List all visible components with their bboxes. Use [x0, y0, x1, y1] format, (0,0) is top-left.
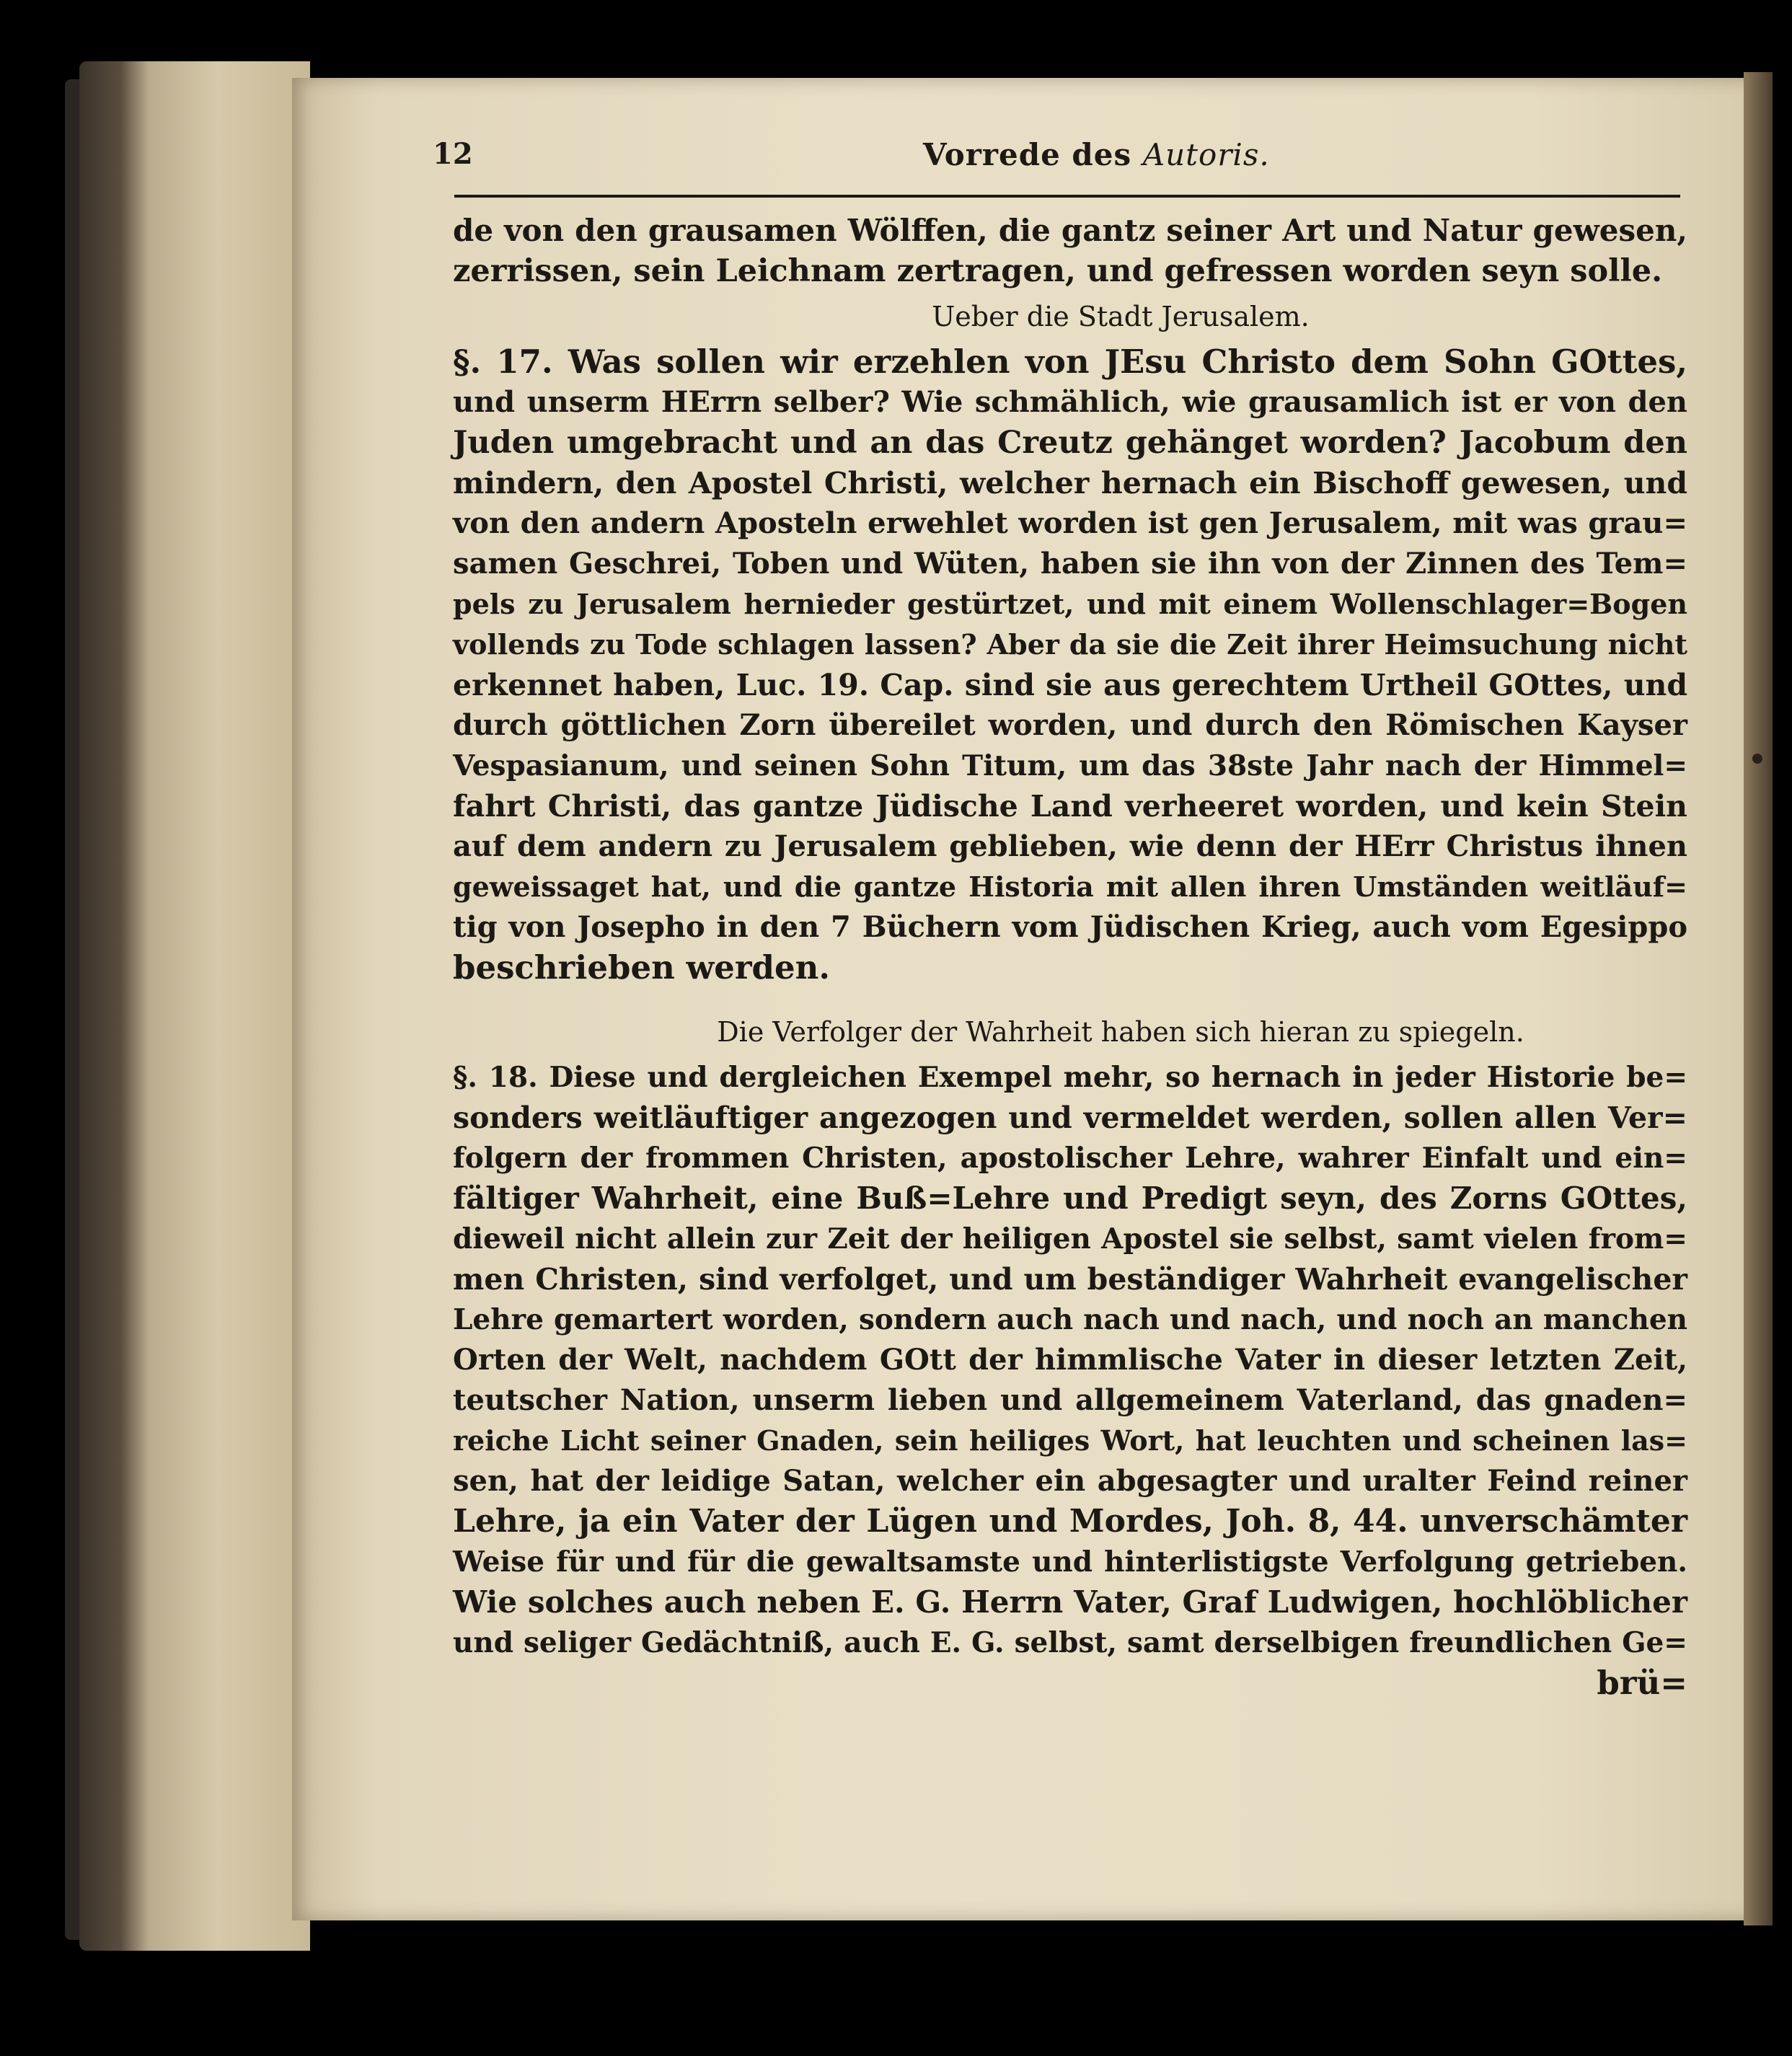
- paragraph-17-line: tig von Josepho in den 7 Büchern vom Jüdischen Krieg, auch vom Egesippo: [453, 910, 1687, 944]
- paragraph-17-line: geweissaget hat, und die gantze Historia mit allen ihren Umständen weitläuf=: [453, 870, 1687, 903]
- paragraph-17-line: §. 17. Was sollen wir erzehlen von JEsu Christo dem Sohn GOttes,: [453, 343, 1687, 381]
- page-number: 12: [433, 137, 473, 171]
- paragraph-17-line: samen Geschrei, Toben und Wüten, haben sie ihn von der Zinnen des Tem=: [453, 547, 1687, 581]
- header-rule: [454, 195, 1680, 198]
- paragraph-18-line: Weise für und für die gewaltsamste und hinterlistigste Verfolgung getrieben.: [453, 1545, 1687, 1579]
- body-text: [453, 211, 1687, 1703]
- paragraph-17-line: von den andern Aposteln erwehlet worden ist gen Jerusalem, mit was grau=: [453, 506, 1687, 540]
- section-heading: Ueber die Stadt Jerusalem.: [932, 301, 1310, 332]
- page-stack-edge: [79, 61, 310, 1951]
- paragraph-17-line: Juden umgebracht und an das Creutz gehänget worden? Jacobum den: [453, 425, 1687, 461]
- facing-page-edge: [1744, 72, 1773, 1925]
- paragraph-18-line: folgern der frommen Christen, apostolischer Lehre, wahrer Einfalt und ein=: [453, 1142, 1687, 1175]
- paragraph-17-line: auf dem andern zu Jerusalem geblieben, wie denn der HErr Christus ihnen: [453, 829, 1687, 863]
- running-head: [923, 137, 1270, 172]
- paragraph-18-line: und seliger Gedächtniß, auch E. G. selbst, samt derselbigen freundlichen Ge=: [453, 1626, 1687, 1659]
- paragraph-18-line: Lehre, ja ein Vater der Lügen und Mordes, Joh. 8, 44. unverschämter: [453, 1503, 1687, 1540]
- paragraph-17-line: erkennet haben, Luc. 19. Cap. sind sie aus gerechtem Urtheil GOttes, und: [453, 668, 1687, 702]
- catchword: brü=: [1597, 1664, 1687, 1702]
- running-head-title: Vorrede des: [923, 137, 1132, 172]
- paragraph-18-line: men Christen, sind verfolget, und um beständiger Wahrheit evangelischer: [453, 1262, 1687, 1297]
- running-head-italic: Autoris.: [1142, 137, 1270, 172]
- page-header: [433, 137, 1687, 180]
- section-heading: Die Verfolger der Wahrheit haben sich hieran zu spiegeln.: [717, 1016, 1524, 1048]
- text-line: de von den grausamen Wölffen, die gantz seiner Art und Natur gewesen,: [453, 213, 1687, 248]
- paragraph-18-line: §. 18. Diese und dergleichen Exempel mehr, so hernach in jeder Historie be=: [453, 1061, 1687, 1094]
- paragraph-18-line: Orten der Welt, nachdem GOtt der himmlische Vater in dieser letzten Zeit,: [453, 1343, 1687, 1377]
- paragraph-17-line: durch göttlichen Zorn übereilet worden, und durch den Römischen Kayser: [453, 708, 1687, 742]
- paragraph-18-line: fältiger Wahrheit, eine Buß=Lehre und Predigt seyn, des Zorns GOttes,: [453, 1181, 1687, 1216]
- paragraph-18-line: teutscher Nation, unserm lieben und allgemeinem Vaterland, das gnaden=: [453, 1383, 1687, 1417]
- paragraph-17-line: fahrt Christi, das gantze Jüdische Land verheeret worden, und kein Stein: [453, 789, 1687, 824]
- paragraph-17-line: pels zu Jerusalem hernieder gestürtzet, und mit einem Wollenschlager=Bogen: [453, 588, 1687, 620]
- paragraph-18-line: Lehre gemartert worden, sondern auch nach und nach, und noch an manchen: [453, 1303, 1687, 1336]
- text-line: zerrissen, sein Leichnam zertragen, und gefressen worden seyn solle.: [453, 253, 1663, 289]
- paragraph-17-line: beschrieben werden.: [453, 948, 831, 987]
- paragraph-17-line: und unserm HErrn selber? Wie schmählich, wie grausamlich ist er von den: [453, 385, 1687, 419]
- paragraph-18-line: sen, hat der leidige Satan, welcher ein abgesagter und uralter Feind reiner: [453, 1464, 1687, 1498]
- paragraph-18-line: Wie solches auch neben E. G. Herrn Vater, Graf Ludwigen, hochlöblicher: [453, 1584, 1687, 1620]
- ink-spot: [1752, 754, 1762, 764]
- paragraph-18-line: sonders weitläuftiger angezogen und vermeldet werden, sollen allen Ver=: [453, 1100, 1687, 1135]
- paragraph-18-line: dieweil nicht allein zur Zeit der heiligen Apostel sie selbst, samt vielen from=: [453, 1222, 1687, 1256]
- paragraph-17-line: Vespasianum, und seinen Sohn Titum, um das 38ste Jahr nach der Himmel=: [453, 749, 1687, 782]
- paragraph-17-line: vollends zu Tode schlagen lassen? Aber da sie die Zeit ihrer Heimsuchung nicht: [453, 628, 1687, 661]
- paragraph-18-line: reiche Licht seiner Gnaden, sein heiliges Wort, hat leuchten und scheinen las=: [453, 1424, 1687, 1457]
- paragraph-17-line: mindern, den Apostel Christi, welcher hernach ein Bischoff gewesen, und: [453, 466, 1687, 500]
